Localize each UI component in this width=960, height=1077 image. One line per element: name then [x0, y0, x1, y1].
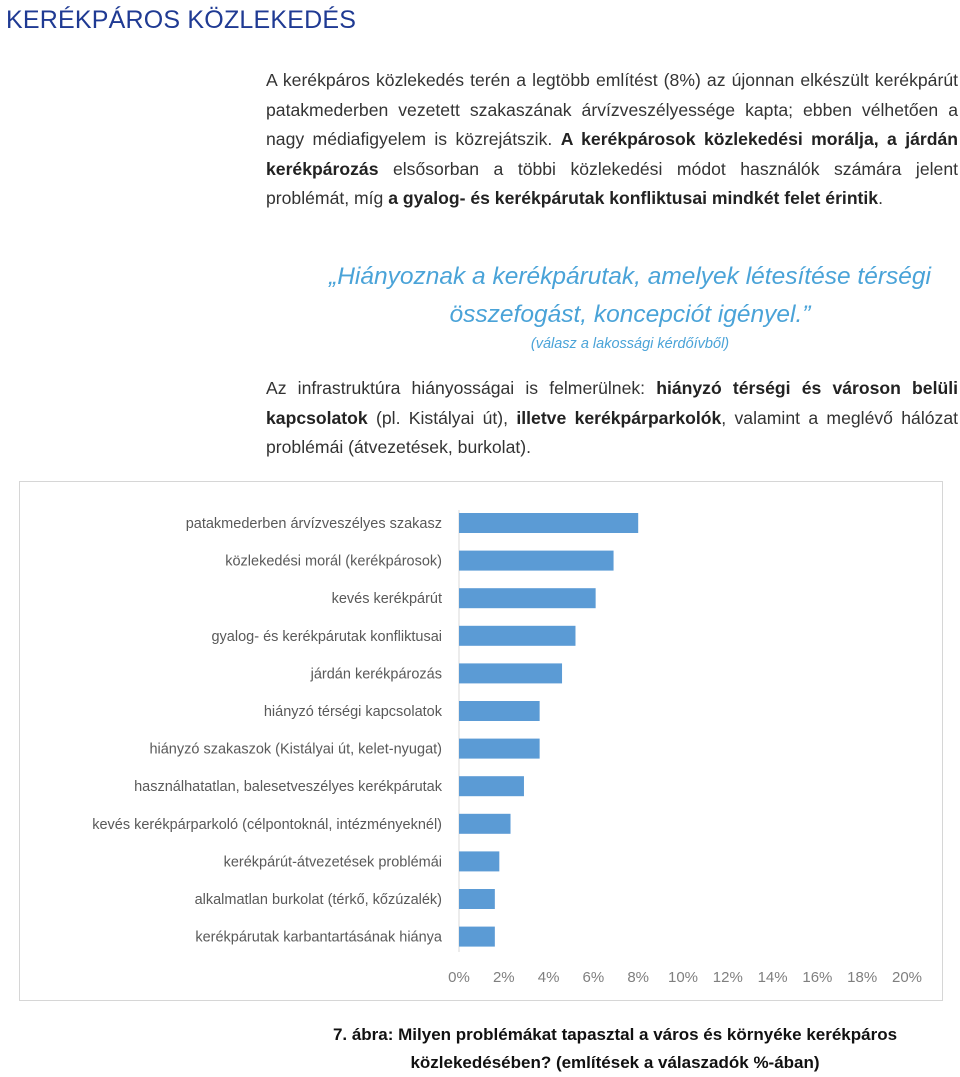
resident-quote: „Hiányoznak a kerékpárutak, amelyek létesítése térségi összefogást, koncepciót igényel.” — [329, 263, 931, 328]
x-tick-label: 20% — [891, 969, 923, 986]
bar — [459, 739, 540, 759]
category-label: hiányzó térségi kapcsolatok — [263, 704, 442, 720]
bar — [459, 701, 540, 721]
bar — [459, 663, 562, 683]
category-label: kevés kerékpárút — [331, 591, 442, 608]
paragraph1-run-3: a gyalog- és kerékpárutak konfliktusai mindkét felet érintik — [388, 188, 879, 208]
x-tick-label: 14% — [757, 969, 788, 986]
quote-source: (válasz a lakossági kérdőívből) — [530, 336, 730, 352]
bar — [459, 776, 524, 796]
category-label: kerékpárút-átvezetések problémái — [223, 854, 442, 871]
x-tick-label: 4% — [537, 969, 560, 986]
bar-chart — [20, 482, 942, 1000]
paragraph1-run-2: elsősorban a többi közlekedési módot használók számára jelent problémát, míg — [266, 158, 958, 208]
x-tick-label: 18% — [847, 969, 878, 986]
bar — [459, 927, 495, 947]
category-label: közlekedési morál (kerékpárosok) — [225, 553, 442, 570]
x-tick-label: 6% — [582, 969, 605, 986]
paragraph1-run-0: A kerékpáros közlekedés terén a legtöbb említést (8%) az újonnan elkészült kerékpárút patakmederben vezetett szakaszának árvízveszélyessége kapta; ebben vélhetően a nagy médiafigyelem is közrejátszik. — [266, 70, 958, 149]
figure-caption: 7. ábra: Milyen problémákat tapasztal a város és környéke kerékpáros közlekedésében? (említések a válaszadók %-ában) — [332, 1025, 898, 1072]
bar — [459, 513, 638, 533]
x-tick-label: 16% — [802, 969, 833, 986]
category-label: alkalmatlan burkolat (térkő, kőzúzalék) — [194, 892, 442, 908]
bar — [459, 588, 596, 608]
category-label: kerékpárutak karbantartásának hiánya — [195, 929, 442, 946]
bar — [459, 851, 499, 871]
category-label: gyalog- és kerékpárutak konfliktusai — [211, 628, 442, 645]
paragraph2-run-4: , valamint a meglévő hálózat problémái (átvezetések, burkolat). — [266, 407, 958, 457]
intro-paragraph — [266, 66, 958, 214]
x-tick-label: 8% — [627, 969, 650, 986]
paragraph2-run-0: Az infrastruktúra hiányosságai is felmerülnek: — [266, 378, 657, 398]
bar — [459, 551, 614, 571]
x-tick-label: 0% — [448, 969, 470, 986]
bar — [459, 626, 575, 646]
category-label: használhatatlan, balesetveszélyes kerékpárutak — [134, 779, 442, 796]
paragraph2-run-1: hiányzó térségi és városon belüli kapcsolatok — [266, 378, 958, 428]
category-label: patakmederben árvízveszélyes szakasz — [185, 516, 442, 532]
x-tick-label: 2% — [492, 969, 515, 986]
paragraph2-run-2: (pl. Kistályai út), — [367, 407, 517, 428]
x-tick-label: 10% — [667, 969, 699, 986]
infrastructure-paragraph — [266, 374, 958, 463]
x-tick-label: 12% — [712, 969, 743, 986]
paragraph2-run-3: illetve kerékpárparkolók — [516, 407, 722, 428]
category-label: járdán kerékpározás — [310, 666, 442, 683]
section-heading: KERÉKPÁROS KÖZLEKEDÉS — [6, 6, 357, 34]
paragraph1-run-4: . — [878, 188, 883, 208]
chart-frame — [19, 481, 943, 1001]
bar — [459, 889, 495, 909]
bar — [459, 814, 511, 834]
category-label: kevés kerékpárparkoló (célpontoknál, intézményeknél) — [92, 816, 442, 833]
paragraph1-run-1: A kerékpárosok közlekedési morálja, a járdán kerékpározás — [266, 129, 958, 179]
category-label: hiányzó szakaszok (Kistályai út, kelet-nyugat) — [149, 741, 442, 758]
